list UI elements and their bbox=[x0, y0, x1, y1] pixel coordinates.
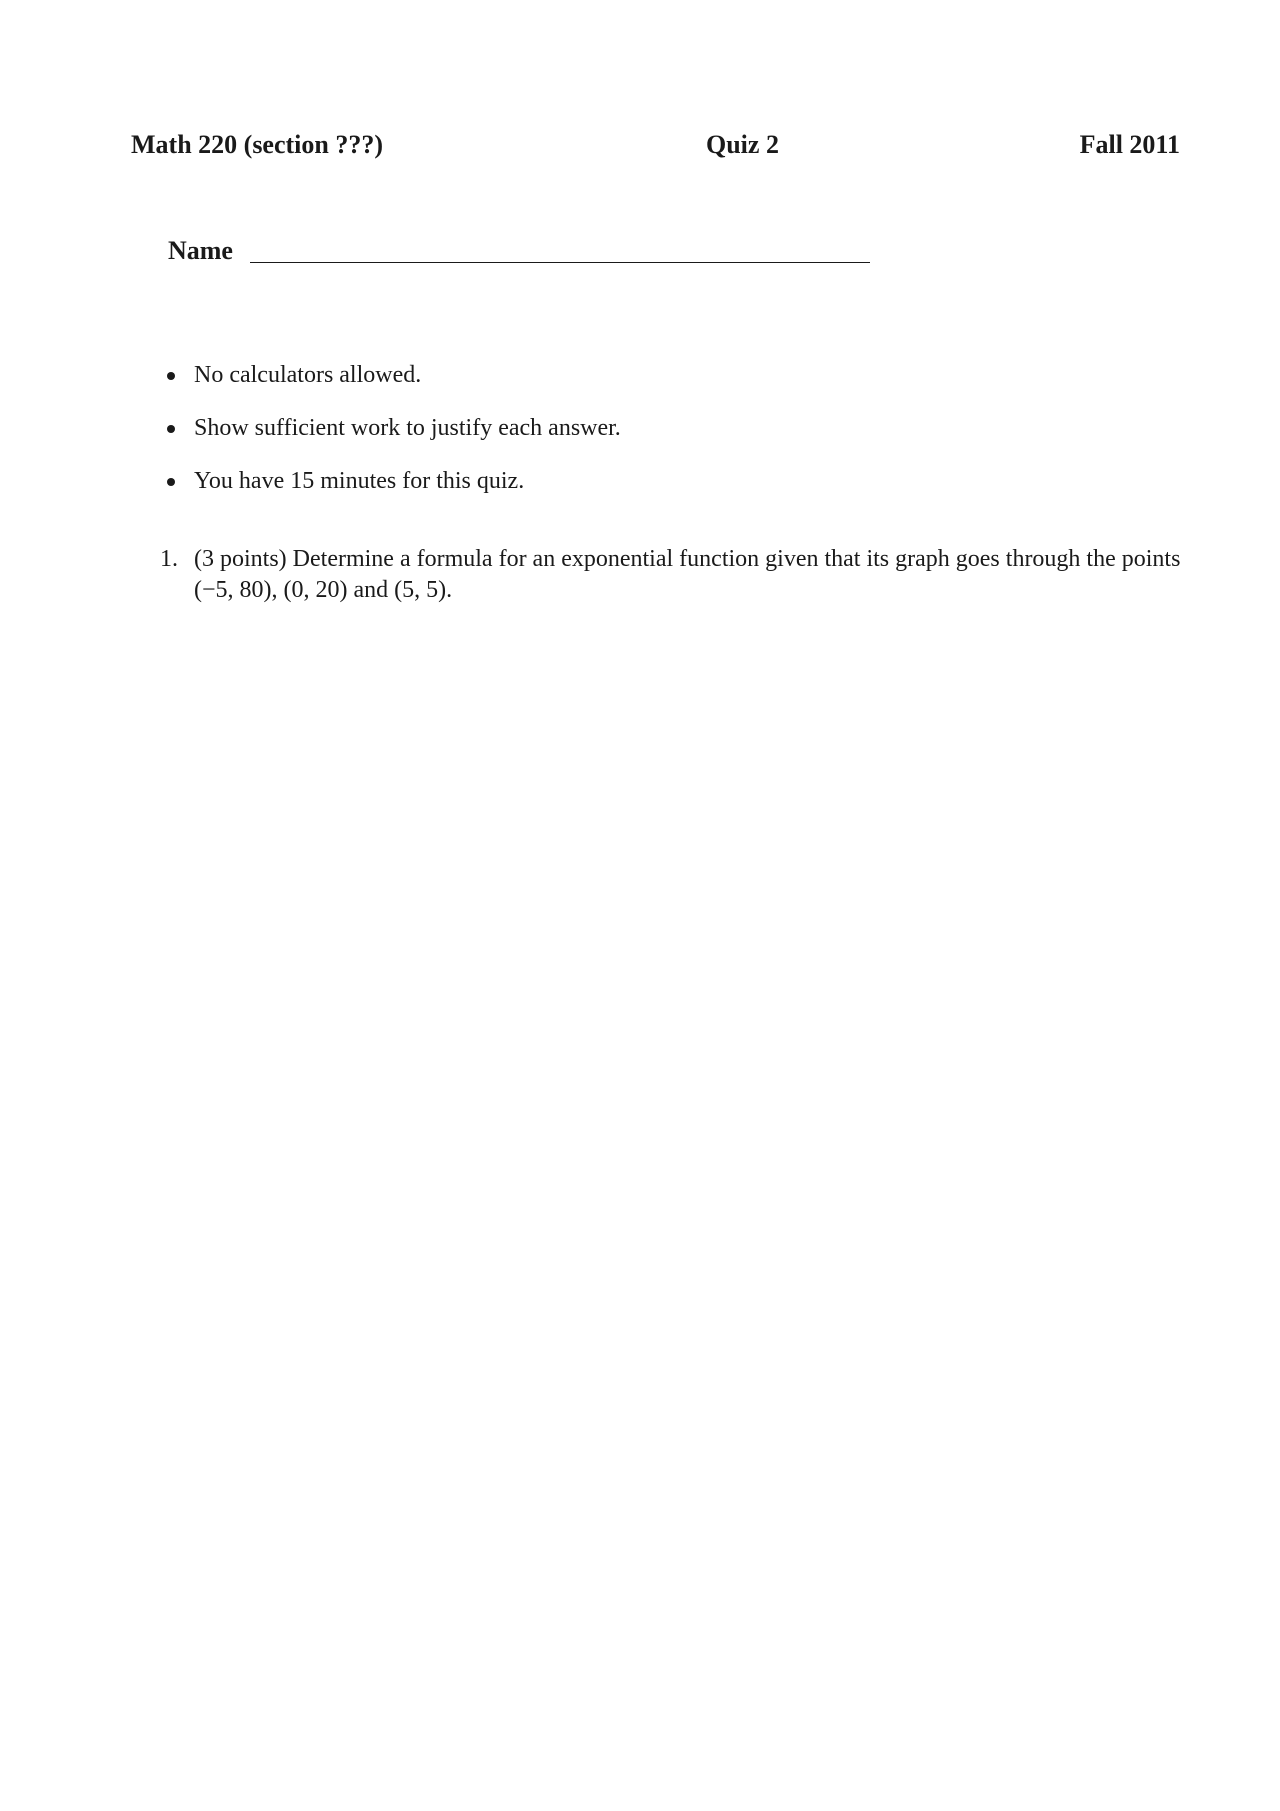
term-label: Fall 2011 bbox=[1079, 130, 1180, 159]
question-number: 1. bbox=[160, 546, 178, 572]
instruction-text: Show sufficient work to justify each answer. bbox=[194, 415, 621, 441]
instruction-item bbox=[166, 464, 1166, 517]
quiz-title: Quiz 2 bbox=[706, 130, 779, 159]
name-blank-line[interactable] bbox=[250, 262, 870, 263]
bullet-icon bbox=[167, 425, 175, 433]
page-header bbox=[131, 130, 1180, 170]
instructions-list bbox=[166, 358, 1166, 517]
question-text: (3 points) Determine a formula for an exponential function given that its graph goes through the points (−5, 80), (0, 20) and (5, 5). bbox=[194, 546, 1181, 603]
instruction-text: No calculators allowed. bbox=[194, 362, 422, 388]
instruction-item bbox=[166, 358, 1166, 411]
instruction-item bbox=[166, 411, 1166, 464]
instruction-text: You have 15 minutes for this quiz. bbox=[194, 468, 525, 494]
course-label: Math 220 (section ???) bbox=[131, 130, 384, 159]
questions-list bbox=[160, 544, 1185, 606]
question-item bbox=[160, 544, 1185, 606]
bullet-icon bbox=[167, 478, 175, 486]
bullet-icon bbox=[167, 372, 175, 380]
name-label: Name bbox=[168, 236, 233, 265]
